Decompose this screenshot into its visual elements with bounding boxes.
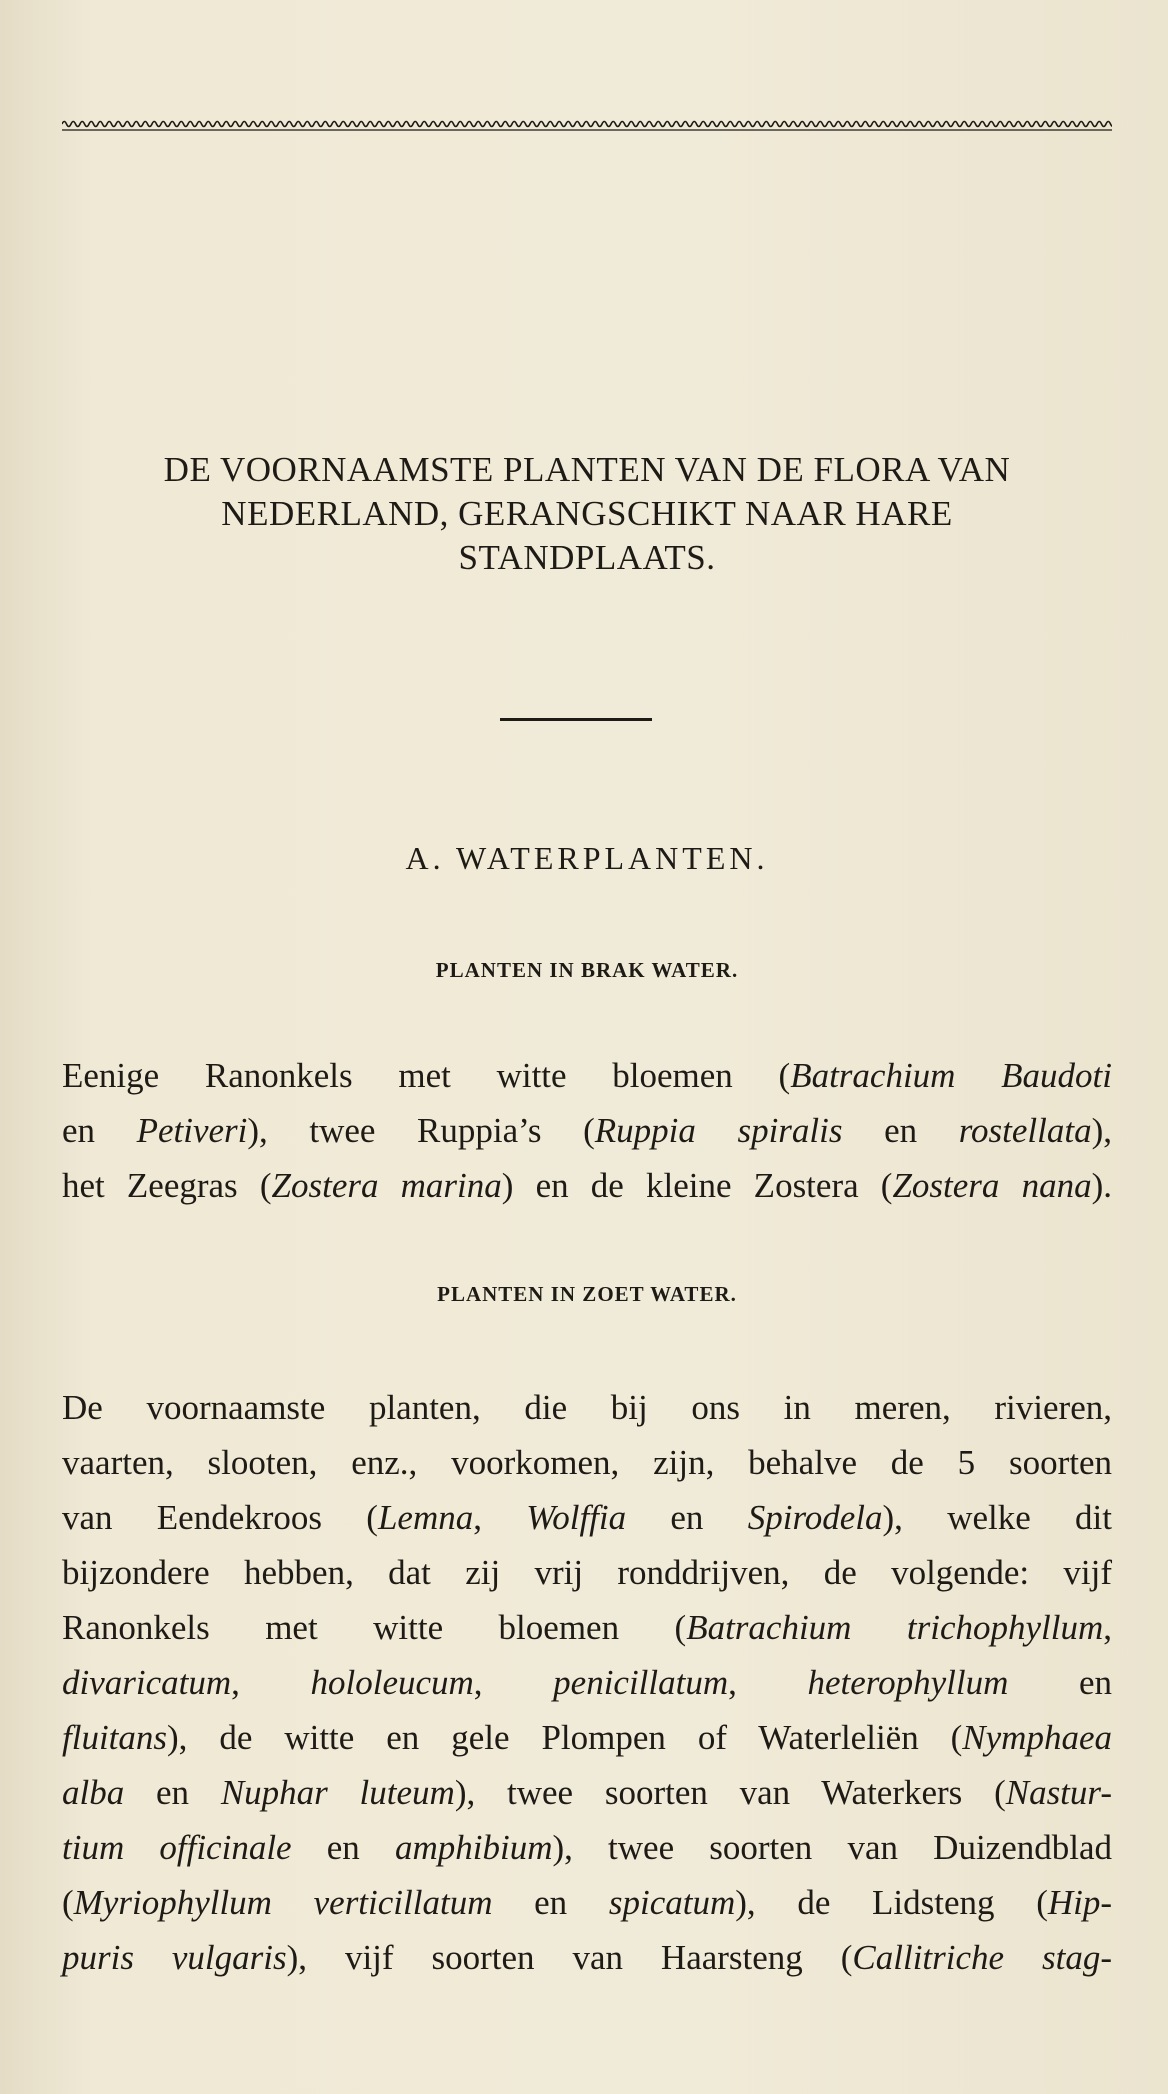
- text-line: Ranonkels met witte bloemen (Batrachium trichophyllum,: [62, 1608, 1113, 1647]
- text-line: puris vulgaris), vijf soorten van Haarsteng (Callitriche stag-: [62, 1938, 1112, 1977]
- text-line: van Eendekroos (Lemna, Wolffia en Spirodela), welke dit: [62, 1498, 1112, 1537]
- text-line: tium officinale en amphibium), twee soorten van Duizendblad: [62, 1828, 1113, 1867]
- main-title: [62, 448, 1112, 580]
- paragraph-brackish-water: [62, 1048, 1112, 1213]
- text-line: het Zeegras (Zostera marina) en de kleine Zostera (Zostera nana).: [62, 1166, 1112, 1205]
- ornamental-wavy-rule: [62, 118, 1112, 132]
- main-title-line-2: NEDERLAND, GERANGSCHIKT NAAR HARE: [221, 494, 953, 533]
- text-line: vaarten, slooten, enz., voorkomen, zijn, behalve de 5 soorten: [62, 1443, 1112, 1482]
- short-divider-rule: [500, 718, 652, 721]
- text-line: De voornaamste planten, die bij ons in meren, rivieren,: [62, 1388, 1112, 1427]
- paragraph-fresh-water: [62, 1380, 1112, 1985]
- text-line: en Petiveri), twee Ruppia’s (Ruppia spiralis en rostellata),: [62, 1111, 1112, 1150]
- text-line: bijzondere hebben, dat zij vrij ronddrijven, de volgende: vijf: [62, 1553, 1112, 1592]
- text-line: alba en Nuphar luteum), twee soorten van Waterkers (Nastur-: [62, 1773, 1112, 1812]
- text-line: divaricatum, hololeucum, penicillatum, heterophyllum en: [62, 1663, 1112, 1702]
- section-heading: A. WATERPLANTEN.: [405, 840, 769, 876]
- subheading-brackish-water: PLANTEN IN BRAK WATER.: [435, 958, 739, 982]
- subheading-fresh-water: PLANTEN IN ZOET WATER.: [437, 1282, 737, 1306]
- text-line: (Myriophyllum verticillatum en spicatum), de Lidsteng (Hip-: [62, 1883, 1112, 1922]
- text-line: Eenige Ranonkels met witte bloemen (Batrachium Baudoti: [62, 1056, 1112, 1095]
- text-line: fluitans), de witte en gele Plompen of Waterleliën (Nymphaea: [62, 1718, 1112, 1757]
- main-title-line-1: DE VOORNAAMSTE PLANTEN VAN DE FLORA VAN: [163, 450, 1011, 489]
- main-title-line-3: STANDPLAATS.: [458, 538, 716, 577]
